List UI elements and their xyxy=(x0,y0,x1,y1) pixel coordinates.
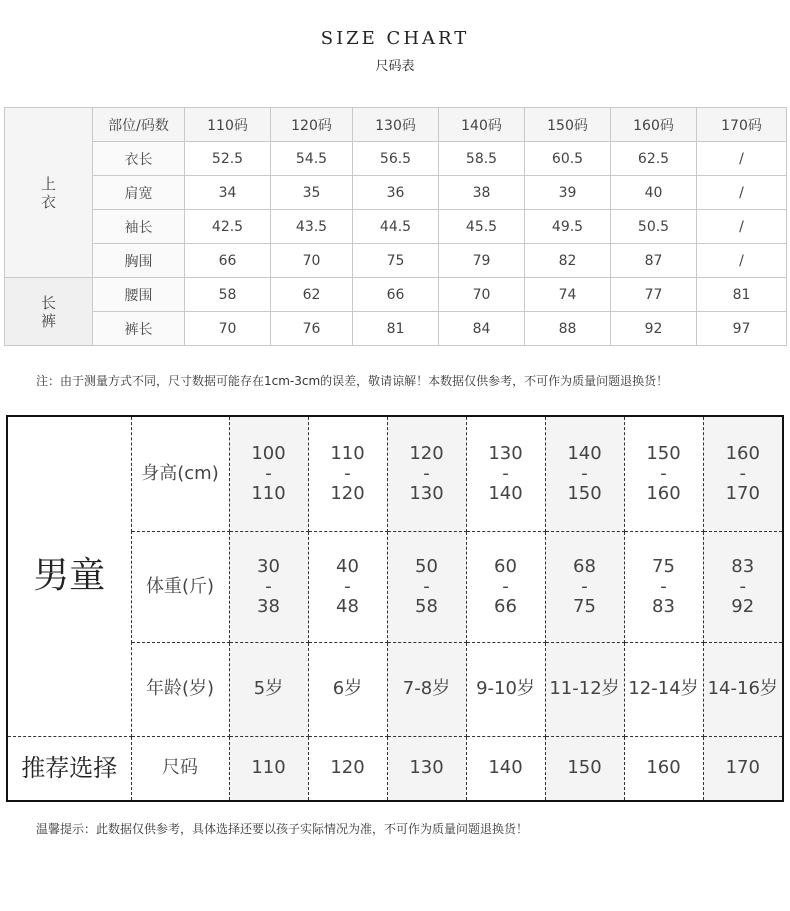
column-header: 部位/码数 xyxy=(93,108,185,142)
value-cell: 77 xyxy=(611,278,697,312)
boys-value-text: 60 xyxy=(494,555,517,577)
boys-value-cell xyxy=(703,642,783,736)
value-cell: 40 xyxy=(611,176,697,210)
value-cell: 52.5 xyxy=(185,142,271,176)
row-label: 胸围 xyxy=(93,244,185,278)
table-row xyxy=(5,210,787,244)
group-label: 上 衣 xyxy=(5,108,93,278)
boys-value-text: 38 xyxy=(257,595,280,617)
boys-value-text: 130 xyxy=(409,757,444,779)
boys-value-text: - xyxy=(502,575,509,597)
boys-value-text: - xyxy=(660,462,667,484)
boys-value-text: 100 xyxy=(251,442,286,464)
boys-value-cell xyxy=(387,416,466,531)
boys-value-cell xyxy=(308,642,387,736)
boys-value-text: 5岁 xyxy=(253,678,284,699)
value-cell: 79 xyxy=(439,244,525,278)
boys-value-cell xyxy=(229,416,308,531)
boys-value-text: 170 xyxy=(725,757,760,779)
boys-value-text: - xyxy=(581,462,588,484)
boys-row-label: 体重(斤) xyxy=(131,531,229,642)
table-row xyxy=(5,142,787,176)
value-cell: 81 xyxy=(697,278,787,312)
value-cell: 34 xyxy=(185,176,271,210)
value-cell: 87 xyxy=(611,244,697,278)
boys-value-text: 83 xyxy=(731,555,755,577)
boys-value-text: 75 xyxy=(652,555,675,577)
boys-value-text: - xyxy=(423,575,430,597)
boys-value-text: - xyxy=(265,575,272,597)
page-title: SIZE CHART xyxy=(320,28,470,49)
value-cell: 44.5 xyxy=(353,210,439,244)
boys-value-text: 110 xyxy=(251,482,286,504)
value-cell: 50.5 xyxy=(611,210,697,244)
table-row xyxy=(5,176,787,210)
table-row xyxy=(5,312,787,346)
value-cell: 74 xyxy=(525,278,611,312)
boys-value-text: - xyxy=(581,575,588,597)
boys-value-text: 83 xyxy=(652,595,675,617)
boys-value-cell xyxy=(466,531,545,642)
value-cell: 66 xyxy=(353,278,439,312)
row-label: 腰围 xyxy=(93,278,185,312)
boys-value-text: 130 xyxy=(488,442,523,464)
table-header-row xyxy=(5,108,787,142)
boys-value-cell xyxy=(387,736,466,801)
column-header: 120码 xyxy=(271,108,353,142)
table-row xyxy=(5,278,787,312)
boys-value-cell xyxy=(624,416,703,531)
value-cell: 42.5 xyxy=(185,210,271,244)
value-cell: 81 xyxy=(353,312,439,346)
boys-value-cell xyxy=(703,736,783,801)
boys-value-text: 150 xyxy=(646,442,681,464)
boys-value-cell xyxy=(387,531,466,642)
boys-value-text: 160 xyxy=(725,442,760,464)
boys-value-cell xyxy=(466,642,545,736)
boys-value-cell xyxy=(229,736,308,801)
value-cell: 97 xyxy=(697,312,787,346)
boys-value-cell xyxy=(308,416,387,531)
column-header: 150码 xyxy=(525,108,611,142)
boys-value-cell xyxy=(229,642,308,736)
boys-value-cell xyxy=(624,531,703,642)
boys-value-text: 150 xyxy=(567,757,602,779)
boys-value-text: 11-12岁 xyxy=(549,678,620,699)
measurement-note: 注：由于测量方式不同，尺寸数据可能存在1cm-3cm的误差，敬请谅解！本数据仅供参考，不可作为质量问题退换货！ xyxy=(36,374,669,388)
value-cell: 60.5 xyxy=(525,142,611,176)
value-cell: 92 xyxy=(611,312,697,346)
boys-value-cell xyxy=(624,642,703,736)
boys-value-text: 130 xyxy=(409,482,444,504)
value-cell: 58 xyxy=(185,278,271,312)
value-cell: 54.5 xyxy=(271,142,353,176)
boys-value-text: - xyxy=(739,575,746,597)
boys-value-text: - xyxy=(660,575,667,597)
boys-value-text: 6岁 xyxy=(332,678,363,699)
boys-value-text: - xyxy=(265,462,272,484)
boys-value-text: 66 xyxy=(494,595,517,617)
boys-value-text: 9-10岁 xyxy=(476,678,535,699)
boys-title: 男童 xyxy=(7,416,131,736)
value-cell: 39 xyxy=(525,176,611,210)
value-cell: 75 xyxy=(353,244,439,278)
row-label: 袖长 xyxy=(93,210,185,244)
boys-value-text: 110 xyxy=(330,442,365,464)
boys-value-text: 120 xyxy=(330,757,365,779)
boys-value-text: 140 xyxy=(488,482,523,504)
boys-value-cell xyxy=(308,736,387,801)
boys-value-text: 40 xyxy=(336,555,359,577)
boys-value-cell xyxy=(703,531,783,642)
column-header: 160码 xyxy=(611,108,697,142)
size-chart-table xyxy=(4,107,787,346)
boys-value-cell xyxy=(466,416,545,531)
boys-value-text: 7-8岁 xyxy=(402,678,451,699)
boys-value-cell xyxy=(387,642,466,736)
boys-row-label: 身高(cm) xyxy=(131,416,229,531)
column-header: 140码 xyxy=(439,108,525,142)
value-cell: 58.5 xyxy=(439,142,525,176)
value-cell: 70 xyxy=(271,244,353,278)
value-cell: 38 xyxy=(439,176,525,210)
row-label: 衣长 xyxy=(93,142,185,176)
boys-value-text: - xyxy=(423,462,430,484)
page-subtitle: 尺码表 xyxy=(375,59,415,74)
boys-value-text: 140 xyxy=(488,757,523,779)
boys-row xyxy=(7,416,783,531)
value-cell: / xyxy=(697,244,787,278)
value-cell: 43.5 xyxy=(271,210,353,244)
boys-value-text: 14-16岁 xyxy=(707,678,778,699)
value-cell: 45.5 xyxy=(439,210,525,244)
boys-value-cell xyxy=(624,736,703,801)
column-header: 170码 xyxy=(697,108,787,142)
boys-value-text: - xyxy=(739,462,746,484)
recommend-label: 推荐选择 xyxy=(7,736,131,801)
value-cell: 70 xyxy=(439,278,525,312)
value-cell: 88 xyxy=(525,312,611,346)
boys-value-text: 170 xyxy=(725,482,760,504)
boys-value-cell xyxy=(545,736,624,801)
boys-value-cell xyxy=(545,531,624,642)
boys-row-label: 尺码 xyxy=(131,736,229,801)
boys-value-cell xyxy=(545,642,624,736)
boys-value-text: 110 xyxy=(251,757,286,779)
value-cell: 35 xyxy=(271,176,353,210)
boys-value-text: - xyxy=(502,462,509,484)
value-cell: 82 xyxy=(525,244,611,278)
boys-value-text: 92 xyxy=(731,595,755,617)
boys-value-text: 75 xyxy=(573,595,596,617)
value-cell: 56.5 xyxy=(353,142,439,176)
value-cell: 49.5 xyxy=(525,210,611,244)
value-cell: / xyxy=(697,176,787,210)
boys-value-text: 160 xyxy=(646,757,681,779)
value-cell: 62.5 xyxy=(611,142,697,176)
boys-value-cell xyxy=(545,416,624,531)
value-cell: / xyxy=(697,142,787,176)
boys-value-text: 120 xyxy=(330,482,365,504)
boys-value-text: - xyxy=(344,575,351,597)
column-header: 110码 xyxy=(185,108,271,142)
boys-value-cell xyxy=(703,416,783,531)
row-label: 裤长 xyxy=(93,312,185,346)
boys-value-cell xyxy=(308,531,387,642)
boys-value-text: 160 xyxy=(646,482,681,504)
value-cell: 62 xyxy=(271,278,353,312)
boys-value-text: 68 xyxy=(573,555,596,577)
boys-value-text: 48 xyxy=(336,595,359,617)
boys-value-text: - xyxy=(344,462,351,484)
boys-value-text: 58 xyxy=(415,595,438,617)
boys-size-table xyxy=(6,415,784,802)
value-cell: 70 xyxy=(185,312,271,346)
boys-value-cell xyxy=(229,531,308,642)
boys-value-text: 150 xyxy=(567,482,602,504)
value-cell: 84 xyxy=(439,312,525,346)
boys-value-text: 50 xyxy=(415,555,438,577)
boys-value-cell xyxy=(466,736,545,801)
value-cell: 76 xyxy=(271,312,353,346)
row-label: 肩宽 xyxy=(93,176,185,210)
group-label: 长 裤 xyxy=(5,278,93,346)
value-cell: 36 xyxy=(353,176,439,210)
boys-value-text: 120 xyxy=(409,442,444,464)
value-cell: 66 xyxy=(185,244,271,278)
tips-note: 温馨提示：此数据仅供参考，具体选择还要以孩子实际情况为准，不可作为质量问题退换货！ xyxy=(36,822,529,836)
table-row xyxy=(5,244,787,278)
boys-row-label: 年龄(岁) xyxy=(131,642,229,736)
boys-value-text: 140 xyxy=(567,442,602,464)
boys-value-text: 12-14岁 xyxy=(628,678,699,699)
boys-row xyxy=(7,736,783,801)
value-cell: / xyxy=(697,210,787,244)
boys-value-text: 30 xyxy=(257,555,280,577)
column-header: 130码 xyxy=(353,108,439,142)
